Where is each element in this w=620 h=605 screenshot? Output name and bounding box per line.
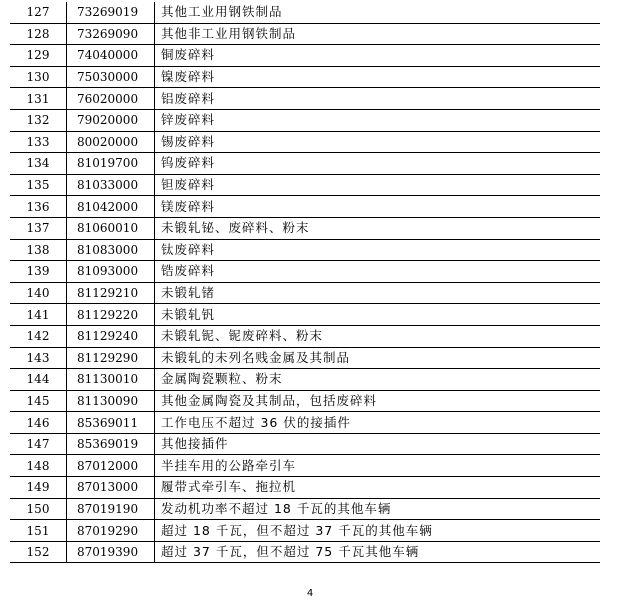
row-number-cell: 149 — [10, 477, 67, 499]
tariff-items-table — [10, 2, 600, 563]
table-row — [10, 347, 600, 369]
hs-code-cell: 87019190 — [67, 498, 155, 520]
item-name-cell: 锌废碎料 — [155, 109, 601, 131]
table-row — [10, 196, 600, 218]
hs-code-cell: 87013000 — [67, 477, 155, 499]
row-number-cell: 142 — [10, 325, 67, 347]
table-row — [10, 541, 600, 563]
page-number: 4 — [306, 588, 314, 599]
hs-code-cell: 73269019 — [67, 2, 155, 23]
table-row — [10, 498, 600, 520]
table-row — [10, 455, 600, 477]
hs-code-cell: 85369019 — [67, 433, 155, 455]
row-number-cell: 146 — [10, 412, 67, 434]
item-name-cell: 未锻轧铋、废碎料、粉末 — [155, 217, 601, 239]
hs-code-cell: 81033000 — [67, 174, 155, 196]
hs-code-cell: 81083000 — [67, 239, 155, 261]
hs-code-cell: 87019290 — [67, 520, 155, 542]
row-number-cell: 138 — [10, 239, 67, 261]
table-row — [10, 88, 600, 110]
row-number-cell: 140 — [10, 282, 67, 304]
hs-code-cell: 74040000 — [67, 45, 155, 67]
table-row — [10, 390, 600, 412]
item-name-cell: 超过 18 千瓦，但不超过 37 千瓦的其他车辆 — [155, 520, 601, 542]
hs-code-cell: 73269090 — [67, 23, 155, 45]
row-number-cell: 139 — [10, 261, 67, 283]
item-name-cell: 铜废碎料 — [155, 45, 601, 67]
table-row — [10, 131, 600, 153]
item-name-cell: 其他接插件 — [155, 433, 601, 455]
hs-code-cell: 87019390 — [67, 541, 155, 563]
table-row — [10, 217, 600, 239]
row-number-cell: 145 — [10, 390, 67, 412]
table-row — [10, 325, 600, 347]
item-name-cell: 钽废碎料 — [155, 174, 601, 196]
row-number-cell: 137 — [10, 217, 67, 239]
row-number-cell: 141 — [10, 304, 67, 326]
item-name-cell: 钨废碎料 — [155, 153, 601, 175]
hs-code-cell: 81129220 — [67, 304, 155, 326]
row-number-cell: 148 — [10, 455, 67, 477]
row-number-cell: 129 — [10, 45, 67, 67]
row-number-cell: 127 — [10, 2, 67, 23]
item-name-cell: 超过 37 千瓦，但不超过 75 千瓦其他车辆 — [155, 541, 601, 563]
item-name-cell: 未锻轧的未列名贱金属及其制品 — [155, 347, 601, 369]
table-row — [10, 109, 600, 131]
table-row — [10, 433, 600, 455]
table-row — [10, 2, 600, 23]
item-name-cell: 未锻轧钒 — [155, 304, 601, 326]
hs-code-cell: 81130010 — [67, 369, 155, 391]
table-body — [10, 2, 600, 563]
item-name-cell: 半挂车用的公路牵引车 — [155, 455, 601, 477]
item-name-cell: 未锻轧铌、铌废碎料、粉末 — [155, 325, 601, 347]
item-name-cell: 镁废碎料 — [155, 196, 601, 218]
table-row — [10, 153, 600, 175]
item-name-cell: 铝废碎料 — [155, 88, 601, 110]
row-number-cell: 143 — [10, 347, 67, 369]
hs-code-cell: 75030000 — [67, 66, 155, 88]
table-row — [10, 304, 600, 326]
table-row — [10, 412, 600, 434]
hs-code-cell: 79020000 — [67, 109, 155, 131]
row-number-cell: 136 — [10, 196, 67, 218]
table-row — [10, 520, 600, 542]
item-name-cell: 工作电压不超过 36 伏的接插件 — [155, 412, 601, 434]
table-row — [10, 282, 600, 304]
table-row — [10, 45, 600, 67]
item-name-cell: 钛废碎料 — [155, 239, 601, 261]
hs-code-cell: 85369011 — [67, 412, 155, 434]
row-number-cell: 132 — [10, 109, 67, 131]
row-number-cell: 135 — [10, 174, 67, 196]
table-row — [10, 23, 600, 45]
item-name-cell: 镍废碎料 — [155, 66, 601, 88]
item-name-cell: 金属陶瓷颗粒、粉末 — [155, 369, 601, 391]
row-number-cell: 150 — [10, 498, 67, 520]
row-number-cell: 151 — [10, 520, 67, 542]
hs-code-cell: 80020000 — [67, 131, 155, 153]
row-number-cell: 128 — [10, 23, 67, 45]
item-name-cell: 其他工业用钢铁制品 — [161, 4, 283, 20]
item-name-cell: 锆废碎料 — [155, 261, 601, 283]
hs-code-cell: 87012000 — [67, 455, 155, 477]
item-name-cell: 锡废碎料 — [155, 131, 601, 153]
row-number-cell: 130 — [10, 66, 67, 88]
table-row — [10, 66, 600, 88]
hs-code-cell: 81129240 — [67, 325, 155, 347]
hs-code-cell: 81060010 — [67, 217, 155, 239]
table-row — [10, 174, 600, 196]
row-number-cell: 131 — [10, 88, 67, 110]
row-number-cell: 144 — [10, 369, 67, 391]
item-name-cell: 其他非工业用钢铁制品 — [155, 23, 601, 45]
hs-code-cell: 76020000 — [67, 88, 155, 110]
hs-code-cell: 81019700 — [67, 153, 155, 175]
row-number-cell: 147 — [10, 433, 67, 455]
table-row — [10, 239, 600, 261]
row-number-cell: 134 — [10, 153, 67, 175]
item-name-cell: 未锻轧锗 — [155, 282, 601, 304]
table-row — [10, 369, 600, 391]
hs-code-cell: 81093000 — [67, 261, 155, 283]
hs-code-cell: 81042000 — [67, 196, 155, 218]
hs-code-cell: 81130090 — [67, 390, 155, 412]
hs-code-cell: 81129210 — [67, 282, 155, 304]
hs-code-cell: 81129290 — [67, 347, 155, 369]
row-number-cell: 133 — [10, 131, 67, 153]
row-number-cell: 152 — [10, 541, 67, 563]
item-name-cell: 发动机功率不超过 18 千瓦的其他车辆 — [155, 498, 601, 520]
item-name-cell: 其他金属陶瓷及其制品，包括废碎料 — [155, 390, 601, 412]
item-name-cell: 履带式牵引车、拖拉机 — [155, 477, 601, 499]
table-row — [10, 477, 600, 499]
table-row — [10, 261, 600, 283]
